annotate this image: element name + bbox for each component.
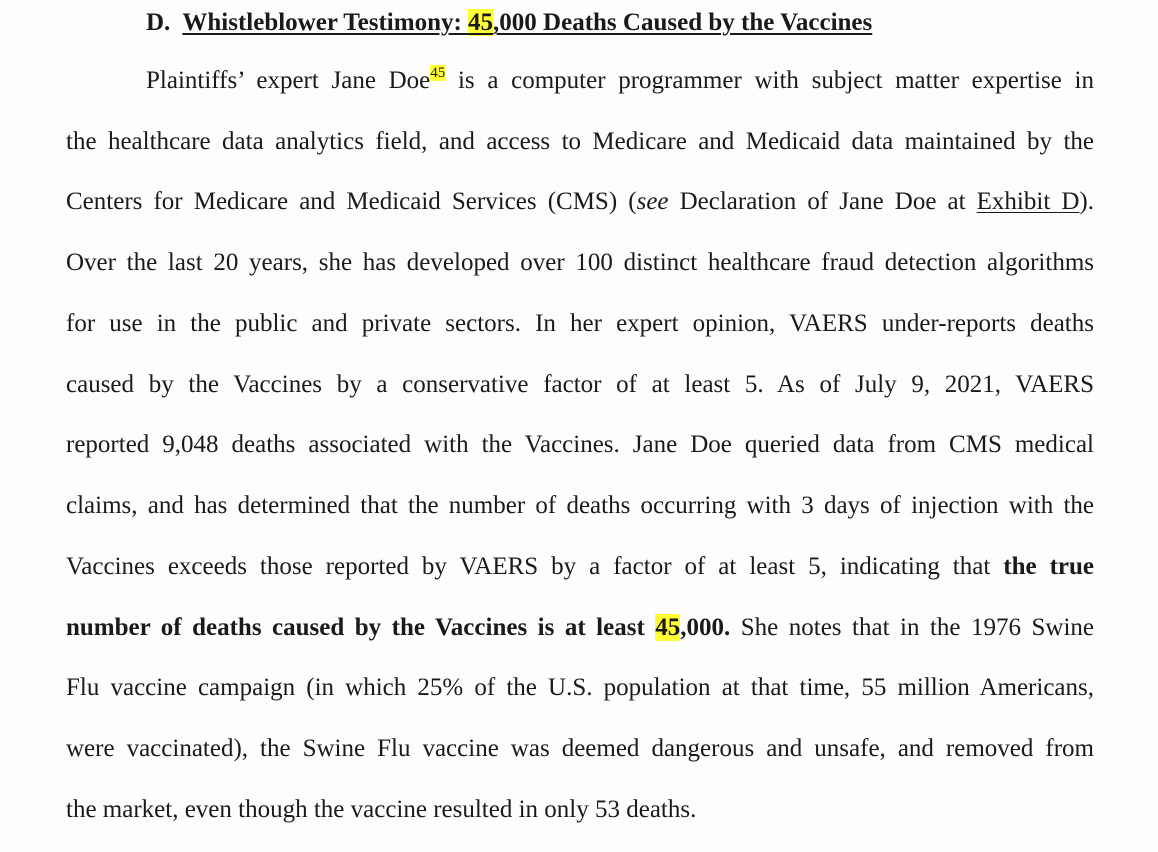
- section-letter: D.: [146, 9, 171, 36]
- line-text: is a computer programmer with subject matter expertise in: [445, 67, 1094, 94]
- section-title-text-end: ,000 Deaths Caused by the Vaccines: [493, 9, 873, 36]
- text-line-12: were vaccinated), the Swine Flu vaccine was deemed dangerous and unsafe, and removed from: [66, 735, 1094, 762]
- search-highlight: 45: [468, 9, 494, 36]
- text-line-8: claims, and has determined that the number of deaths occurring with 3 days of injection with the: [66, 492, 1094, 519]
- text-line-9: [66, 550, 1094, 584]
- text-line-6: caused by the Vaccines by a conservative factor of at least 5. As of July 9, 2021, VAERS: [66, 371, 1094, 398]
- section-title: [182, 9, 872, 36]
- line-text: Plaintiffs’ expert Jane Doe: [146, 67, 431, 94]
- italic-see: see: [636, 188, 669, 215]
- search-highlight: 45: [655, 614, 681, 641]
- text-line-10: [66, 611, 1094, 645]
- line-text: number of deaths caused by the Vaccines is at least: [66, 614, 656, 641]
- text-line-3: [66, 185, 1094, 219]
- exhibit-link[interactable]: Exhibit D: [976, 188, 1080, 215]
- text-line-13: the market, even though the vaccine resulted in only 53 deaths.: [66, 796, 697, 823]
- text-line-7: reported 9,048 deaths associated with the Vaccines. Jane Doe queried data from CMS medical: [66, 431, 1094, 458]
- text-line-4: Over the last 20 years, she has developed over 100 distinct healthcare fraud detection algorithms: [66, 249, 1094, 276]
- line-text: ).: [1079, 188, 1094, 215]
- text-line-1: [146, 64, 1094, 98]
- line-text: She notes that in the 1976 Swine: [730, 614, 1094, 641]
- line-text: Vaccines exceeds those reported by VAERS by a factor of at least 5, indicating that: [66, 553, 1004, 580]
- line-text: ,000.: [680, 614, 731, 641]
- text-line-2: the healthcare data analytics field, and access to Medicare and Medicaid data maintained by the: [66, 128, 1094, 155]
- bold-text: [66, 614, 730, 641]
- line-text: Centers for Medicare and Medicaid Services (CMS) (: [66, 188, 637, 215]
- section-title-text: Whistleblower Testimony:: [182, 9, 469, 36]
- bold-text: the true: [1003, 553, 1095, 580]
- line-text: Declaration of Jane Doe at: [668, 188, 977, 215]
- text-line-11: Flu vaccine campaign (in which 25% of the U.S. population at that time, 55 million Americans,: [66, 674, 1094, 701]
- footnote-marker[interactable]: 45: [430, 65, 446, 81]
- text-line-5: for use in the public and private sectors. In her expert opinion, VAERS under-reports deaths: [66, 310, 1094, 337]
- section-heading: [146, 6, 872, 40]
